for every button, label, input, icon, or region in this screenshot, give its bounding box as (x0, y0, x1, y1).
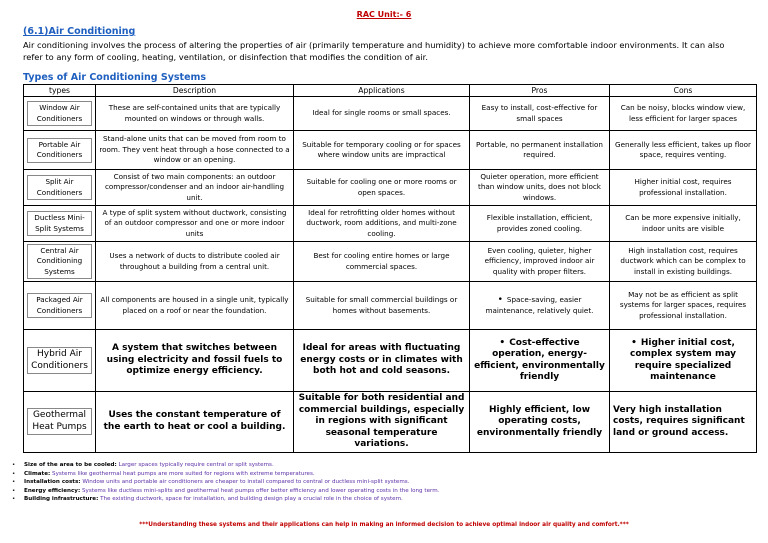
note-text: Systems like ductless mini-splits and geothermal heat pumps offer better efficiency and lower operating costs in the long term. (81, 487, 440, 494)
cons-cell (610, 330, 757, 392)
applications-cell: Ideal for retrofitting older homes without ductwork, room additions, and multi-zone cooling. (294, 206, 470, 242)
cons-cell: Can be noisy, blocks window view, less efficient for larger spaces (610, 97, 757, 131)
pros-cell: Flexible installation, efficient, provides zoned cooling. (470, 206, 610, 242)
section-title: (6.1)Air Conditioning (23, 26, 136, 37)
pros-cell: Portable, no permanent installation required. (470, 131, 610, 170)
note-text: Window units and portable air conditioners are cheaper to install compared to central or ductless mini-split systems. (82, 479, 410, 486)
table-row (24, 330, 757, 392)
type-cell (24, 131, 96, 170)
applications-cell: Ideal for areas with fluctuating energy costs or in climates with both hot and cold seasons. (294, 330, 470, 392)
type-cell (24, 242, 96, 282)
cons-cell: Generally less efficient, takes up floor space, requires venting. (610, 131, 757, 170)
table-row (24, 97, 757, 131)
intro-paragraph: Air conditioning involves the process of altering the properties of air (primarily temperature and humidity) to achieve more comfortable indoor environments. It can also refer to any form of cooling, heating, ventilation, or disinfection that modifies the condition of air. (23, 40, 725, 62)
type-label: Split Air Conditioners (27, 175, 92, 200)
description-cell: Uses a network of ducts to distribute cooled air throughout a building from a central unit. (96, 242, 294, 282)
type-label: Window Air Conditioners (27, 101, 92, 126)
description-cell: All components are housed in a single unit, typically placed on a roof or near the foundation. (96, 282, 294, 330)
type-cell (24, 392, 96, 453)
ac-types-table (23, 84, 757, 453)
note-text: Systems like geothermal heat pumps are more suited for regions with extreme temperatures. (52, 470, 315, 477)
table-row (24, 242, 757, 282)
bullet-icon: • (497, 295, 503, 305)
unit-header: RAC Unit:- 6 (356, 10, 412, 19)
table-row (24, 206, 757, 242)
note-label: Installation costs: (24, 479, 81, 486)
description-cell: A system that switches between using electricity and fossil fuels to optimize energy efficiency. (96, 330, 294, 392)
note-text: Larger spaces typically require central or split systems. (118, 462, 274, 468)
type-cell (24, 97, 96, 131)
pros-cell: Easy to install, cost-effective for small spaces (470, 97, 610, 131)
pros-cell (470, 282, 610, 330)
header-applications: Applications (294, 85, 470, 97)
table-row (24, 282, 757, 330)
list-item (10, 461, 439, 470)
description-cell: A type of split system without ductwork, consisting of an outdoor compressor and one or more indoor units (96, 206, 294, 242)
type-label: Hybrid Air Conditioners (27, 347, 92, 374)
type-label: Ductless Mini-Split Systems (27, 211, 92, 236)
header-types: types (24, 85, 96, 97)
pros-cell (470, 330, 610, 392)
pros-text: Space-saving, easier maintenance, relatively quiet. (485, 295, 594, 315)
pros-cell: Highly efficient, low operating costs, environmentally friendly (470, 392, 610, 453)
note-label: Building infrastructure: (24, 496, 99, 503)
applications-cell: Ideal for single rooms or small spaces. (294, 97, 470, 131)
table-row (24, 170, 757, 206)
type-label: Portable Air Conditioners (27, 138, 92, 163)
description-cell: Consist of two main components: an outdoor compressor/condenser and an indoor air-handling unit. (96, 170, 294, 206)
note-label: Climate: (24, 470, 51, 477)
applications-cell: Suitable for small commercial buildings or homes without basements. (294, 282, 470, 330)
table-row (24, 131, 757, 170)
note-label: Size of the area to be cooled: (24, 462, 117, 468)
cons-cell: High installation cost, requires ductwork which can be complex to install in existing buildings. (610, 242, 757, 282)
header-pros: Pros (470, 85, 610, 97)
type-cell (24, 206, 96, 242)
cons-cell: Higher initial cost, requires professional installation. (610, 170, 757, 206)
cons-text: Higher initial cost, complex system may require specialized maintenance (629, 337, 736, 382)
table-row (24, 392, 757, 453)
footer-note: ***Understanding these systems and their applications can help in making an informed decision to achieve optimal indoor air quality and comfort.*** (139, 522, 629, 528)
bullet-icon: • (499, 337, 506, 348)
pros-cell: Even cooling, quieter, higher efficiency, improved indoor air quality with proper filters. (470, 242, 610, 282)
list-item (10, 495, 439, 504)
description-cell: These are self-contained units that are typically mounted on windows or through walls. (96, 97, 294, 131)
type-cell (24, 330, 96, 392)
pros-cell: Quieter operation, more efficient than window units, does not block windows. (470, 170, 610, 206)
note-text: The existing ductwork, space for installation, and building design play a crucial role in the choice of system. (100, 496, 403, 503)
header-cons: Cons (610, 85, 757, 97)
note-label: Energy efficiency: (24, 487, 81, 494)
description-cell: Uses the constant temperature of the earth to heat or cool a building. (96, 392, 294, 453)
list-item (10, 487, 439, 496)
header-description: Description (96, 85, 294, 97)
type-label: Packaged Air Conditioners (27, 293, 92, 318)
cons-cell: May not be as efficient as split systems for larger spaces, requires professional installation. (610, 282, 757, 330)
list-item (10, 470, 439, 479)
pros-text: Cost-effective operation, energy-efficient, environmentally friendly (474, 337, 605, 382)
description-cell: Stand-alone units that can be moved from room to room. They vent heat through a hose connected to a window or an opening. (96, 131, 294, 170)
cons-cell: Can be more expensive initially, indoor units are visible (610, 206, 757, 242)
table-header-row (24, 85, 757, 97)
table-title: Types of Air Conditioning Systems (23, 72, 207, 83)
cons-cell: Very high installation costs, requires significant land or ground access. (610, 392, 757, 453)
type-label: Geothermal Heat Pumps (27, 408, 92, 435)
list-item (10, 478, 439, 487)
applications-cell: Suitable for both residential and commercial buildings, especially in regions with significant seasonal temperature variations. (294, 392, 470, 453)
considerations-list (10, 461, 439, 504)
applications-cell: Suitable for temporary cooling or for spaces where window units are impractical (294, 131, 470, 170)
bullet-icon: • (631, 337, 637, 348)
applications-cell: Best for cooling entire homes or large commercial spaces. (294, 242, 470, 282)
applications-cell: Suitable for cooling one or more rooms or open spaces. (294, 170, 470, 206)
type-label: Central Air Conditioning Systems (27, 244, 92, 280)
type-cell (24, 282, 96, 330)
type-cell (24, 170, 96, 206)
